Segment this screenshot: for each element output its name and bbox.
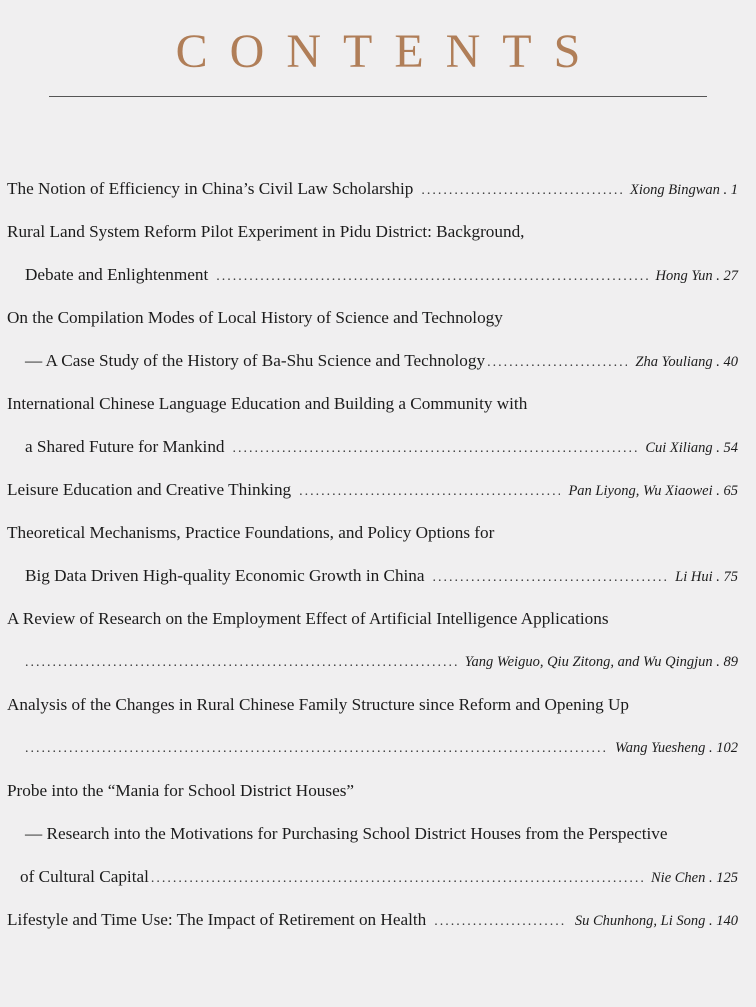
toc-entry-6[interactable] bbox=[7, 518, 738, 548]
dot-leader bbox=[25, 648, 457, 678]
toc-entry-title: Theoretical Mechanisms, Practice Foundations, and Policy Options for bbox=[7, 523, 495, 542]
toc-entry-author-page: Hong Yun . 27 bbox=[655, 268, 738, 284]
toc-entry-2[interactable] bbox=[7, 217, 738, 247]
toc-entry-2-cont[interactable] bbox=[25, 260, 738, 290]
toc-entry-8-cont[interactable] bbox=[25, 733, 738, 763]
dot-leader bbox=[434, 907, 567, 937]
toc-entry-author-page: Yang Weiguo, Qiu Zitong, and Wu Qingjun . 89 bbox=[464, 654, 738, 670]
toc-entry-title: Lifestyle and Time Use: The Impact of Retirement on Health bbox=[7, 910, 427, 929]
toc-entry-title: International Chinese Language Education and Building a Community with bbox=[7, 394, 528, 413]
toc-entry-title: A Review of Research on the Employment Effect of Artificial Intelligence Applications bbox=[7, 609, 609, 628]
toc-entry-author-page: Pan Liyong, Wu Xiaowei . 65 bbox=[568, 483, 738, 499]
toc-entry-7-cont[interactable] bbox=[25, 647, 738, 677]
toc-entry-8[interactable] bbox=[7, 690, 738, 720]
dot-leader bbox=[299, 477, 560, 507]
toc-entry-author-page: Cui Xiliang . 54 bbox=[645, 440, 738, 456]
toc-entry-title: On the Compilation Modes of Local History of Science and Technology bbox=[7, 308, 503, 327]
toc-entry-title-cont: Big Data Driven High-quality Economic Growth in China bbox=[25, 566, 425, 585]
toc-entry-title-cont: of Cultural Capital bbox=[20, 867, 149, 886]
dot-leader bbox=[487, 348, 627, 378]
toc-entry-author-page: Su Chunhong, Li Song . 140 bbox=[574, 913, 738, 929]
toc-entry-author-page: Li Hui . 75 bbox=[675, 569, 738, 585]
toc-entry-title-cont: — A Case Study of the History of Ba-Shu Science and Technology bbox=[25, 351, 486, 370]
toc-entry-1[interactable] bbox=[7, 174, 738, 204]
toc-entry-10[interactable] bbox=[7, 905, 738, 935]
page-title: CONTENTS bbox=[175, 25, 603, 78]
toc-entry-author-page: Wang Yuesheng . 102 bbox=[615, 740, 738, 756]
dot-leader bbox=[433, 563, 668, 593]
toc-entry-7[interactable] bbox=[7, 604, 738, 634]
toc-entry-9-cont2[interactable] bbox=[20, 862, 738, 892]
toc-entry-title-cont: a Shared Future for Mankind bbox=[25, 437, 225, 456]
toc-entry-title: Rural Land System Reform Pilot Experiment in Pidu District: Background, bbox=[7, 222, 525, 241]
toc-entry-title-cont: Debate and Enlightenment bbox=[25, 265, 209, 284]
toc-entry-9-cont[interactable] bbox=[25, 819, 738, 849]
toc-entry-3[interactable] bbox=[7, 303, 738, 333]
toc-entry-title-cont: — Research into the Motivations for Purchasing School District Houses from the Perspective bbox=[25, 824, 668, 843]
toc-entry-title: The Notion of Efficiency in China’s Civil Law Scholarship bbox=[7, 179, 414, 198]
toc-entry-author-page: Xiong Bingwan . 1 bbox=[630, 182, 738, 198]
dot-leader bbox=[233, 434, 638, 464]
dot-leader bbox=[216, 262, 647, 292]
dot-leader bbox=[421, 176, 622, 206]
toc-entry-title: Leisure Education and Creative Thinking bbox=[7, 480, 292, 499]
dot-leader bbox=[25, 734, 607, 764]
toc-entry-4[interactable] bbox=[7, 389, 738, 419]
toc-entry-author-page: Nie Chen . 125 bbox=[651, 870, 738, 886]
toc-entry-6-cont[interactable] bbox=[25, 561, 738, 591]
toc-entry-4-cont[interactable] bbox=[25, 432, 738, 462]
toc-entry-title: Probe into the “Mania for School District Houses” bbox=[7, 781, 355, 800]
toc-entry-author-page: Zha Youliang . 40 bbox=[635, 354, 738, 370]
toc-entry-9[interactable] bbox=[7, 776, 738, 806]
toc-entry-title: Analysis of the Changes in Rural Chinese Family Structure since Reform and Opening Up bbox=[7, 695, 629, 714]
toc-entry-3-cont[interactable] bbox=[25, 346, 738, 376]
toc-entry-5[interactable] bbox=[7, 475, 738, 505]
dot-leader bbox=[151, 864, 643, 894]
